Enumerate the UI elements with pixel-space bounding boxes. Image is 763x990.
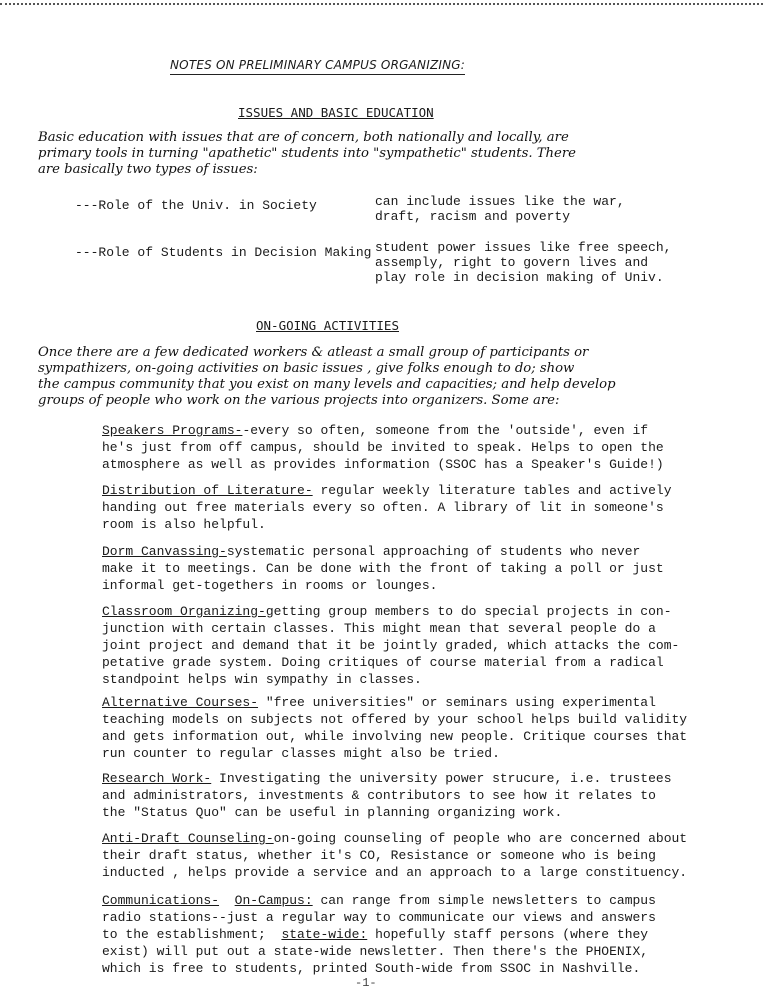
activity-line: he's just from off campus, should be invited to speak. Helps to open the — [102, 440, 664, 455]
activity-line — [102, 482, 702, 499]
issues-intro-line: primary tools in turning "apathetic" students into "sympathetic" students. There — [38, 146, 576, 161]
top-dotted-rule — [0, 3, 763, 5]
issues-intro-paragraph — [38, 130, 576, 178]
issue-type-role-students: ---Role of Students in Decision Making — [75, 245, 372, 260]
activity-title: Alternative Courses- — [102, 695, 259, 710]
activity-text: regular weekly literature tables and actively — [312, 483, 672, 498]
activity-text: can range from simple newsletters to campus — [312, 893, 656, 908]
activity-line — [102, 422, 702, 439]
activity-line — [102, 603, 702, 620]
activity-title: Classroom Organizing- — [102, 604, 266, 619]
activity-line: their draft status, whether it's CO, Resistance or someone who is being — [102, 848, 656, 863]
activity-alternative-courses — [102, 694, 702, 762]
activity-title: Research Work- — [102, 771, 212, 786]
description-line: assemply, right to govern lives and — [375, 255, 649, 270]
activity-title: Speakers Programs- — [102, 423, 243, 438]
activity-line: room is also helpful. — [102, 517, 266, 532]
issue-type-role-univ-description — [375, 194, 625, 224]
activity-line: informal get-togethers in rooms or lounges. — [102, 578, 438, 593]
activity-text: Investigating the university power strucure, i.e. trustees — [211, 771, 672, 786]
activity-line: exist) will put out a state-wide newsletter. Then there's the PHOENIX, — [102, 944, 649, 959]
activity-classroom-organizing — [102, 603, 702, 688]
activity-line: the "Status Quo" can be useful in planning organizing work. — [102, 805, 563, 820]
activity-line — [102, 926, 702, 943]
description-line: draft, racism and poverty — [375, 209, 571, 224]
activity-title: Anti-Draft Counseling- — [102, 831, 274, 846]
activity-line: teaching models on subjects not offered by your school helps build validity — [102, 712, 688, 727]
section-heading-issues: ISSUES AND BASIC EDUCATION — [238, 105, 434, 120]
activity-line: make it to meetings. Can be done with the front of taking a poll or just — [102, 561, 664, 576]
activity-line — [102, 830, 702, 847]
activity-line — [102, 770, 702, 787]
ongoing-intro-line: groups of people who work on the various projects into organizers. Some are: — [38, 393, 560, 408]
activity-line — [102, 892, 702, 909]
issue-type-role-univ: ---Role of the Univ. in Society — [75, 198, 317, 213]
ongoing-intro-line: Once there are a few dedicated workers & atleast a small group of participants or — [38, 345, 589, 360]
description-line: can include issues like the war, — [375, 194, 625, 209]
activity-text: on-going counseling of people who are concerned about — [273, 831, 688, 846]
issues-intro-line: are basically two types of issues: — [38, 162, 258, 177]
activity-subtitle-on-campus: On-Campus: — [234, 893, 313, 908]
activity-title: Communications- — [102, 893, 220, 908]
activity-text: -every so often, someone from the 'outside', even if — [242, 423, 649, 438]
section-heading-ongoing: ON-GOING ACTIVITIES — [256, 318, 399, 333]
activity-text: systematic personal approaching of students who never — [226, 544, 641, 559]
activity-line: run counter to regular classes might also be tried. — [102, 746, 500, 761]
activity-line: junction with certain classes. This might mean that several people do a — [102, 621, 656, 636]
activity-title: Distribution of Literature- — [102, 483, 313, 498]
activity-line: handing out free materials every so often. A library of lit in someone's — [102, 500, 664, 515]
activity-line: inducted , helps provide a service and an approach to a large constituency. — [102, 865, 688, 880]
activity-line: joint project and demand that it be jointly graded, which attacks the com- — [102, 638, 680, 653]
activity-line: radio stations--just a regular way to communicate our views and answers — [102, 910, 656, 925]
activity-text: hopefully staff persons (where they — [367, 927, 649, 942]
issue-type-role-students-description — [375, 240, 671, 285]
activity-text: "free universities" or seminars using experimental — [258, 695, 656, 710]
description-line: student power issues like free speech, — [375, 240, 672, 255]
activity-text: getting group members to do special projects in con- — [265, 604, 672, 619]
activity-line: which is free to students, printed South-wide from SSOC in Nashville. — [102, 961, 641, 976]
activity-subtitle-state-wide: state-wide: — [281, 927, 368, 942]
activity-line — [102, 694, 702, 711]
page-title: NOTES ON PRELIMINARY CAMPUS ORGANIZING: — [170, 58, 465, 75]
activity-line: petative grade system. Doing critiques of course material from a radical — [102, 655, 664, 670]
issues-intro-line: Basic education with issues that are of concern, both nationally and locally, are — [38, 130, 569, 145]
activity-text: to the establishment; — [102, 927, 282, 942]
activity-line: standpoint helps win sympathy in classes. — [102, 672, 422, 687]
activity-speakers-programs — [102, 422, 702, 473]
activity-line: and gets information out, while involving new people. Critique courses that — [102, 729, 688, 744]
page-number: -1- — [355, 976, 377, 990]
ongoing-intro-line: the campus community that you exist on many levels and capacities; and help develop — [38, 377, 616, 392]
activity-line: atmosphere as well as provides information (SSOC has a Speaker's Guide!) — [102, 457, 664, 472]
activity-line — [102, 543, 702, 560]
ongoing-intro-paragraph — [38, 345, 616, 409]
activity-communications — [102, 892, 702, 977]
activity-research-work — [102, 770, 702, 821]
description-line: play role in decision making of Univ. — [375, 270, 664, 285]
activity-title: Dorm Canvassing- — [102, 544, 227, 559]
activity-line: and administrators, investments & contributors to see how it relates to — [102, 788, 656, 803]
activity-distribution-of-literature — [102, 482, 702, 533]
ongoing-intro-line: sympathizers, on-going activities on basic issues , give folks enough to do; show — [38, 361, 575, 376]
activity-dorm-canvassing — [102, 543, 702, 594]
activity-anti-draft-counseling — [102, 830, 702, 881]
